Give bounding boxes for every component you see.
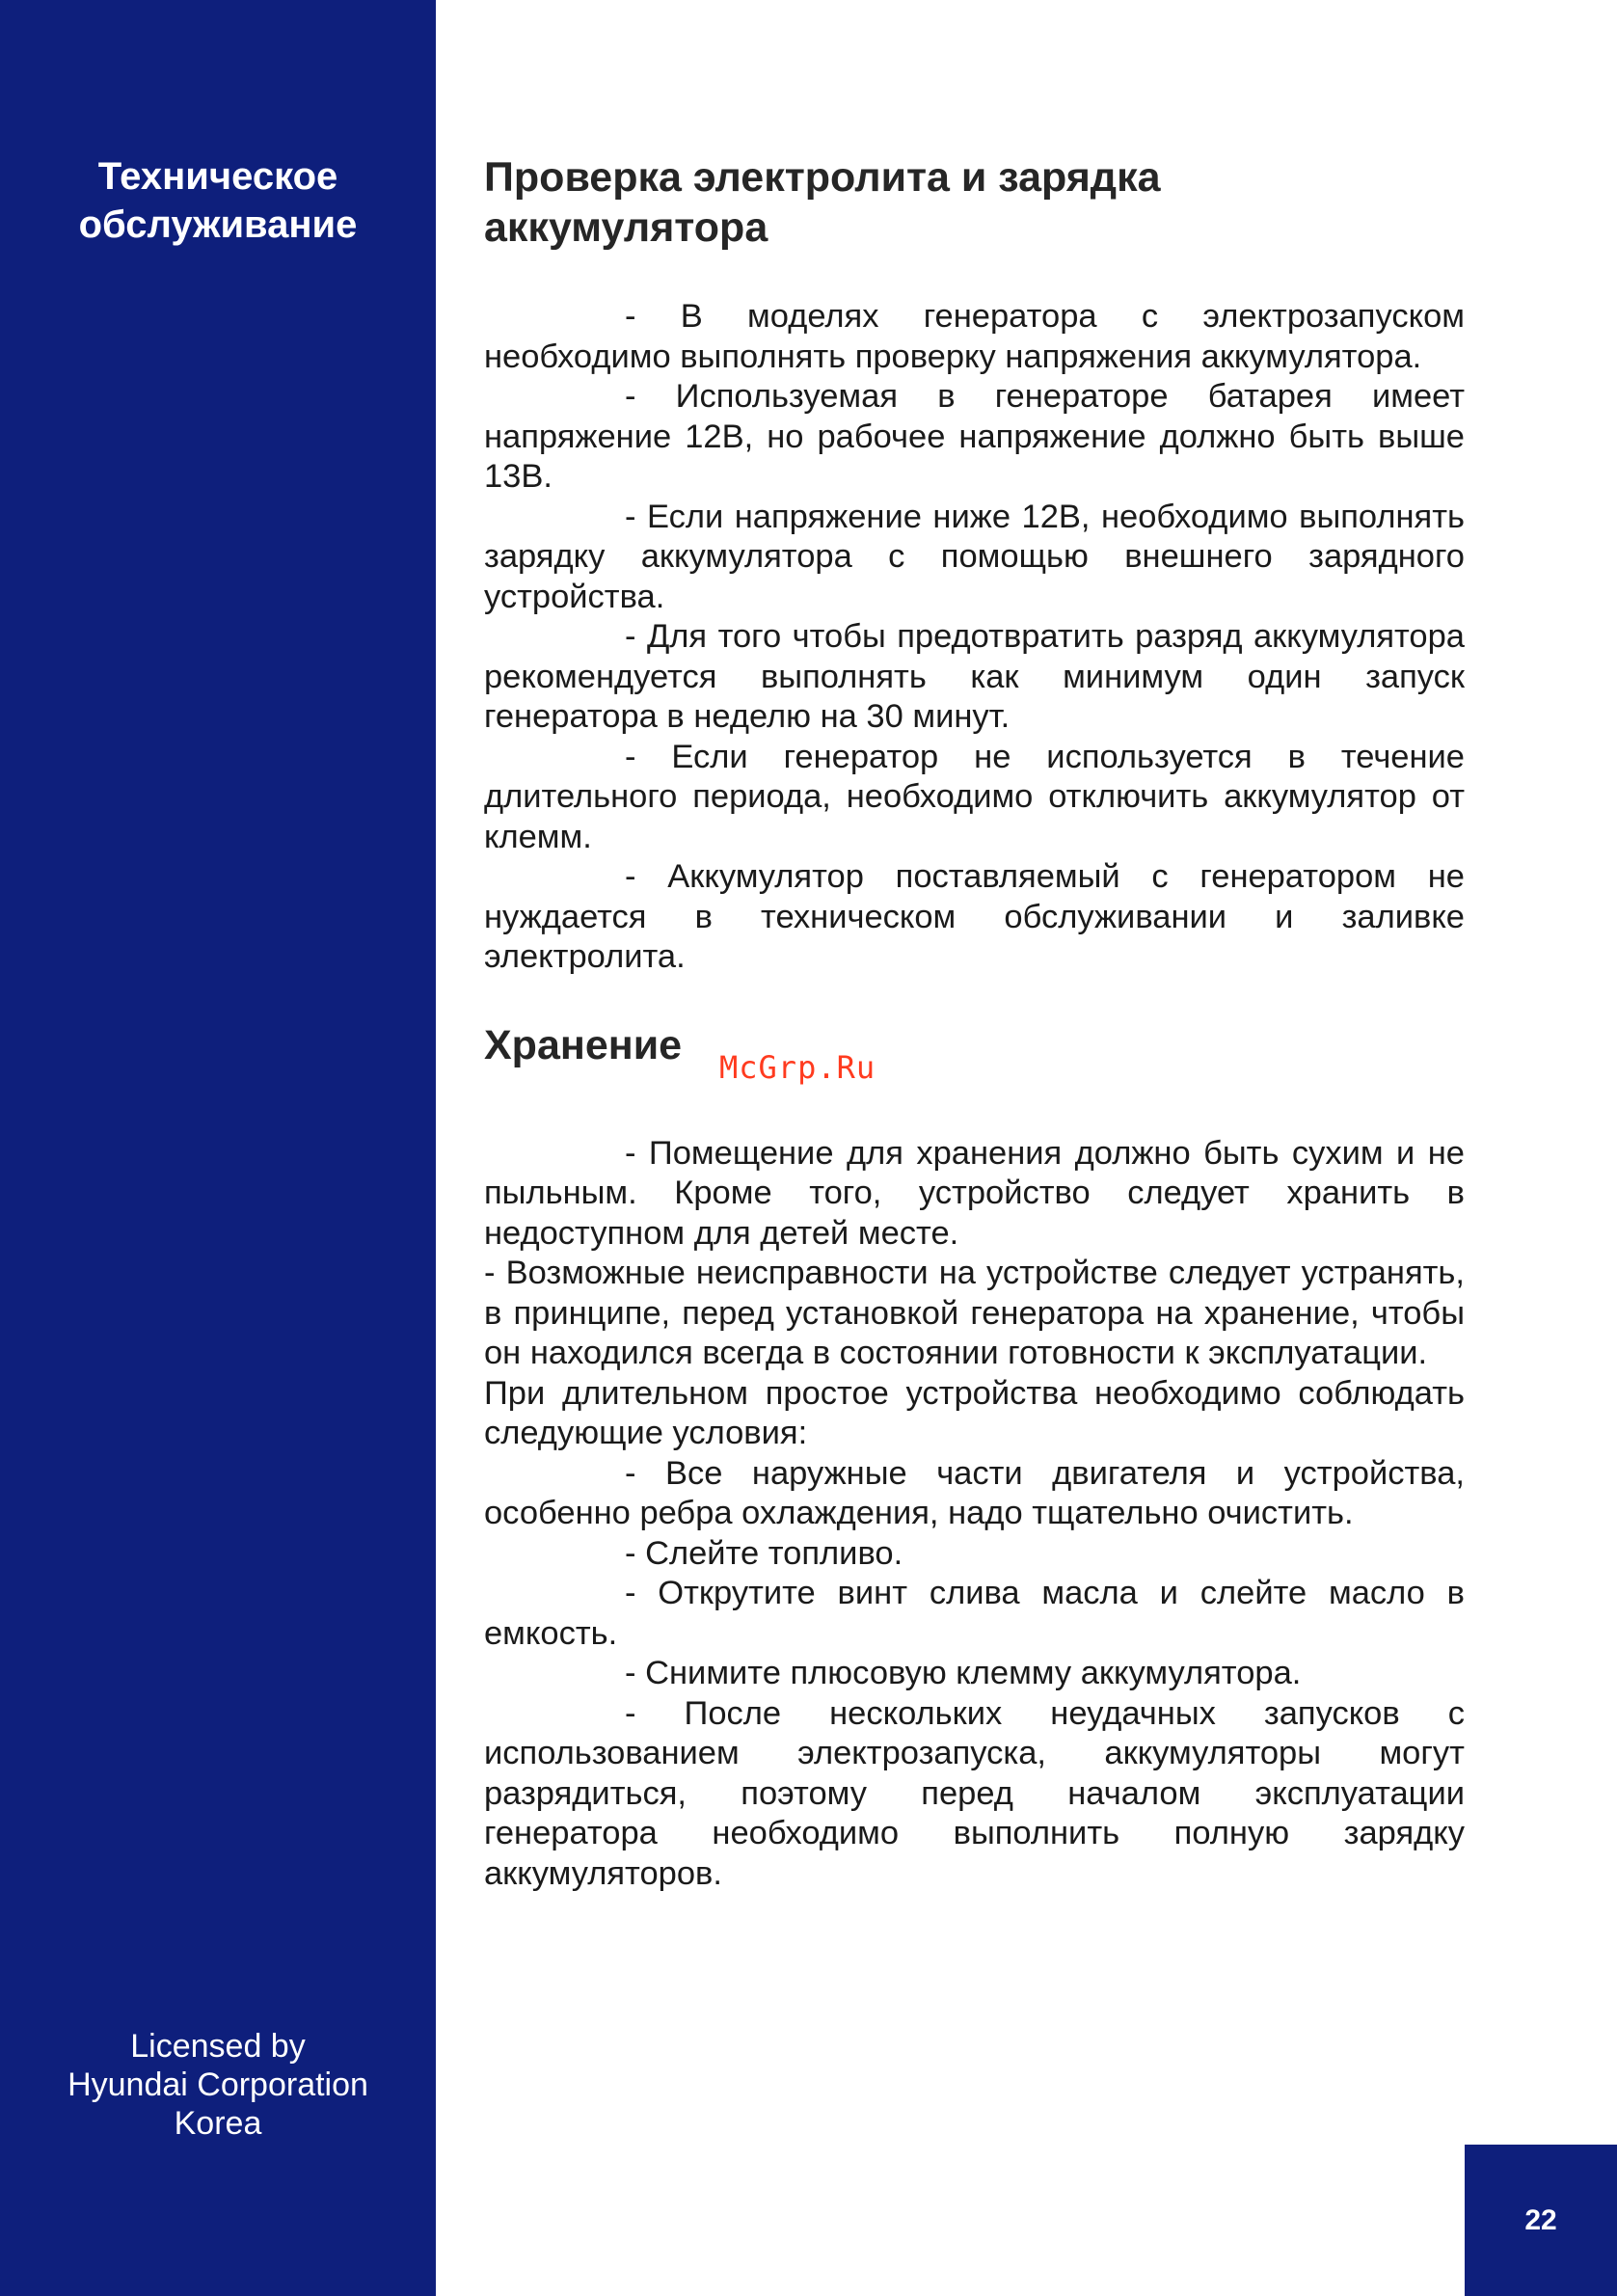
storage-paragraph: - Все наружные части двигателя и устройства, особенно ребра охлаждения, надо тщательно очистить. bbox=[484, 1454, 1465, 1531]
battery-title-line-2: аккумулятора bbox=[484, 204, 768, 251]
battery-paragraph: - В моделях генератора с электрозапуском необходимо выполнять проверку напряжения аккумулятора. bbox=[484, 298, 1465, 375]
battery-section-body bbox=[484, 297, 1465, 978]
page-number: 22 bbox=[1524, 2203, 1557, 2236]
page-number-box bbox=[1465, 2145, 1617, 2296]
license-line-3: Korea bbox=[174, 2105, 262, 2142]
sidebar-section-title bbox=[0, 152, 436, 249]
sidebar bbox=[0, 0, 436, 2296]
storage-paragraph: - Открутите винт слива масла и слейте масло в емкость. bbox=[484, 1575, 1465, 1652]
storage-paragraph: - Слейте топливо. bbox=[625, 1534, 903, 1572]
license-line-2: Hyundai Corporation bbox=[67, 2066, 368, 2103]
watermark-text: McGrp.Ru bbox=[719, 1048, 876, 1086]
sidebar-section-line-1: Техническое bbox=[97, 155, 338, 198]
main-content bbox=[484, 152, 1465, 1894]
battery-paragraph: - Аккумулятор поставляемый с генератором не нуждается в техническом обслуживании и заливке электролита. bbox=[484, 858, 1465, 975]
storage-paragraph: - Помещение для хранения должно быть сухим и не пыльным. Кроме того, устройство следует хранить в недоступном для детей месте. bbox=[484, 1134, 1465, 1252]
battery-paragraph: - Если генератор не используется в течение длительного периода, необходимо отключить аккумулятор от клемм. bbox=[484, 738, 1465, 855]
storage-paragraph: При длительном простое устройства необходимо соблюдать следующие условия: bbox=[484, 1374, 1465, 1451]
storage-section-body bbox=[484, 1134, 1465, 1895]
storage-paragraph: - Снимите плюсовую клемму аккумулятора. bbox=[625, 1655, 1302, 1691]
storage-heading-block bbox=[484, 1020, 1465, 1086]
sidebar-section-line-2: обслуживание bbox=[78, 203, 358, 246]
battery-paragraph: - Используемая в генераторе батарея имеет напряжение 12В, но рабочее напряжение должно быть выше 13В. bbox=[484, 378, 1465, 495]
storage-paragraph: - Возможные неисправности на устройстве следует устранять, в принципе, перед установкой генератора на хранение, чтобы он находился всегда в состоянии готовности к эксплуатации. bbox=[484, 1255, 1465, 1371]
battery-title-line-1: Проверка электролита и зарядка bbox=[484, 154, 1161, 201]
license-note bbox=[0, 2027, 436, 2143]
battery-paragraph: - Для того чтобы предотвратить разряд аккумулятора рекомендуется выполнять как минимум один запуск генератора в неделю на 30 минут. bbox=[484, 618, 1465, 735]
battery-paragraph: - Если напряжение ниже 12В, необходимо выполнять зарядку аккумулятора с помощью внешнего зарядного устройства. bbox=[484, 498, 1465, 615]
storage-paragraph: - После нескольких неудачных запусков с использованием электрозапуска, аккумуляторы могут разрядиться, поэтому перед началом эксплуатации генератора необходимо выполнить полную зарядку аккумуляторов. bbox=[484, 1694, 1465, 1892]
storage-section-title: Хранение bbox=[484, 1021, 683, 1068]
license-line-1: Licensed by bbox=[130, 2028, 306, 2065]
battery-section-title bbox=[484, 152, 1465, 253]
